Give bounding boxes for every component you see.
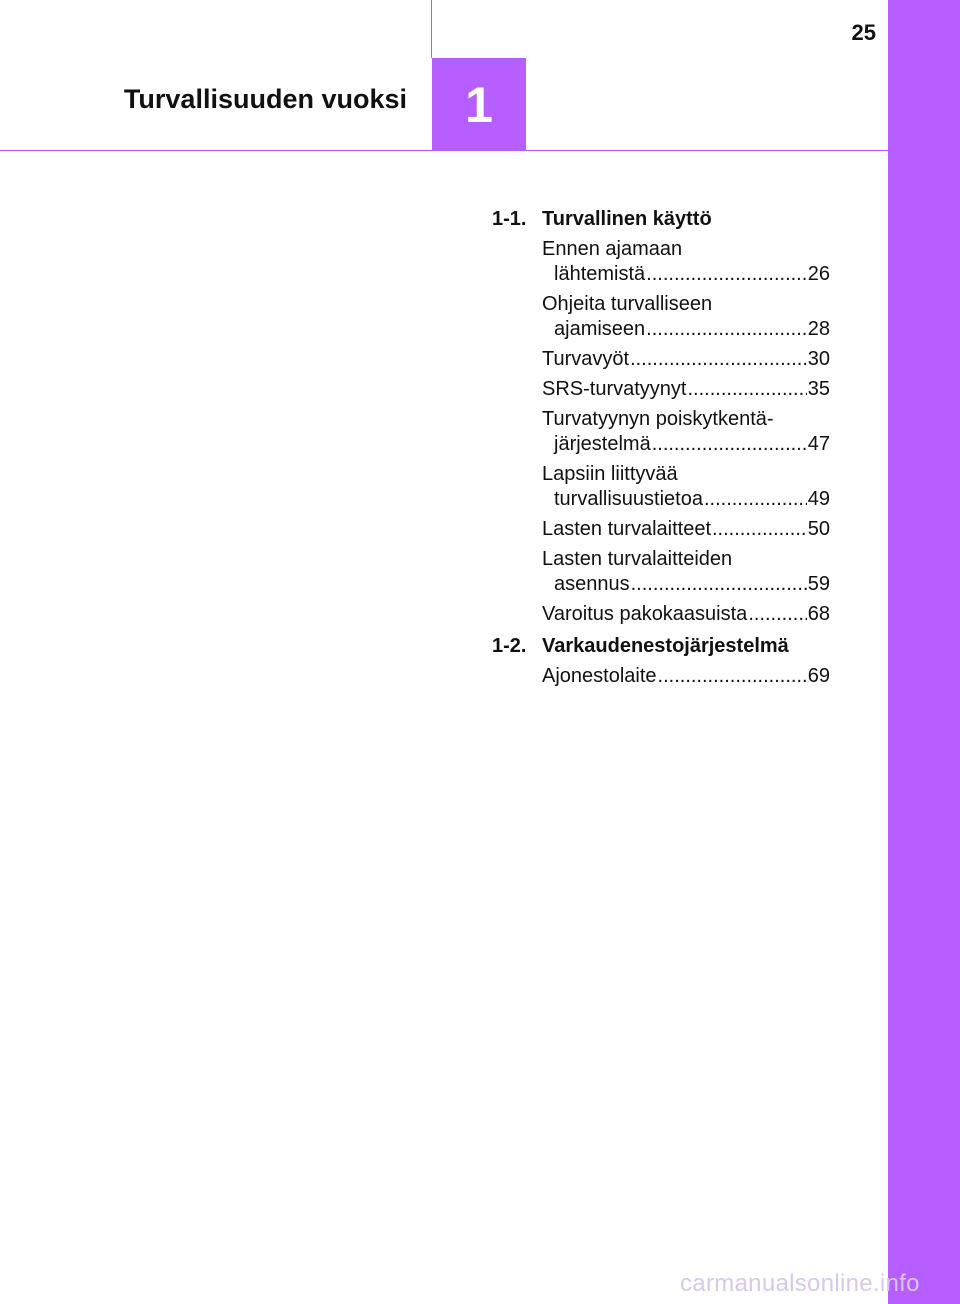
toc-entry[interactable] (542, 377, 830, 402)
toc-section-number: 1-1. (492, 208, 527, 230)
dot-leader (704, 487, 807, 512)
toc-entry-title: Lapsiin liittyvää (542, 463, 678, 485)
chapter-number: 1 (465, 76, 493, 133)
toc-entry[interactable] (542, 664, 830, 689)
toc-entry[interactable] (542, 292, 830, 342)
dot-leader (631, 572, 807, 597)
toc-entry-title-cont: ajamiseen (554, 318, 646, 340)
toc-section-number: 1-2. (492, 635, 527, 657)
toc-section-heading (492, 207, 830, 232)
toc-entry[interactable] (542, 407, 830, 457)
toc-section-title: Turvallinen käyttö (542, 208, 712, 230)
toc-entry-title: Varoitus pakokaasuista (542, 603, 748, 625)
chapter-title: Turvallisuuden vuoksi (123, 84, 407, 114)
toc-page-ref: 47 (807, 433, 830, 455)
dot-leader (687, 377, 806, 402)
dot-leader (646, 317, 807, 342)
toc-entry-title-cont: asennus (554, 573, 630, 595)
watermark: carmanualsonline.info (680, 1270, 920, 1297)
toc-entry-title: Ohjeita turvalliseen (542, 293, 713, 315)
toc-section-heading (492, 634, 830, 659)
toc-page-ref: 68 (807, 603, 830, 625)
toc-page-ref: 49 (807, 488, 830, 510)
toc-entry-title: Turvavyöt (542, 348, 630, 370)
toc-entry[interactable] (542, 462, 830, 512)
toc-page-ref: 69 (807, 665, 830, 687)
dot-leader (652, 432, 807, 457)
dot-leader (630, 347, 807, 372)
dot-leader (646, 262, 807, 287)
toc-page-ref: 50 (807, 518, 830, 540)
toc-entry[interactable] (542, 517, 830, 542)
header-rule (0, 150, 888, 151)
toc-page-ref: 59 (807, 573, 830, 595)
toc-page-ref: 26 (807, 263, 830, 285)
toc-page-ref: 35 (807, 378, 830, 400)
page-number: 25 (851, 20, 876, 45)
chapter-number-badge (432, 58, 526, 151)
toc-entry-title-cont: järjestelmä (554, 433, 651, 455)
toc-page-ref: 30 (807, 348, 830, 370)
toc-entry-title: Lasten turvalaitteiden (542, 548, 733, 570)
toc-section-title: Varkaudenestojärjestelmä (542, 635, 789, 657)
toc-page-ref: 28 (807, 318, 830, 340)
toc-entry[interactable] (542, 547, 830, 597)
toc-entry-title: SRS-turvatyynyt (542, 378, 687, 400)
toc-entry-title: Lasten turvalaitteet (542, 518, 711, 540)
side-thumb-tab (888, 0, 960, 1304)
toc-entry-title: Turvatyynyn poiskytkentä- (542, 408, 774, 430)
toc-entry[interactable] (542, 602, 830, 627)
dot-leader (658, 664, 807, 689)
toc-entry[interactable] (542, 347, 830, 372)
dot-leader (748, 602, 806, 627)
dot-leader (712, 517, 807, 542)
toc-entry-title: Ajonestolaite (542, 665, 657, 687)
toc-entry-title: Ennen ajamaan (542, 238, 683, 260)
toc-entry[interactable] (542, 237, 830, 287)
toc-entry-title-cont: turvallisuustietoa (554, 488, 703, 510)
table-of-contents (492, 207, 830, 694)
header-divider (431, 0, 432, 58)
toc-entry-title-cont: lähtemistä (554, 263, 646, 285)
